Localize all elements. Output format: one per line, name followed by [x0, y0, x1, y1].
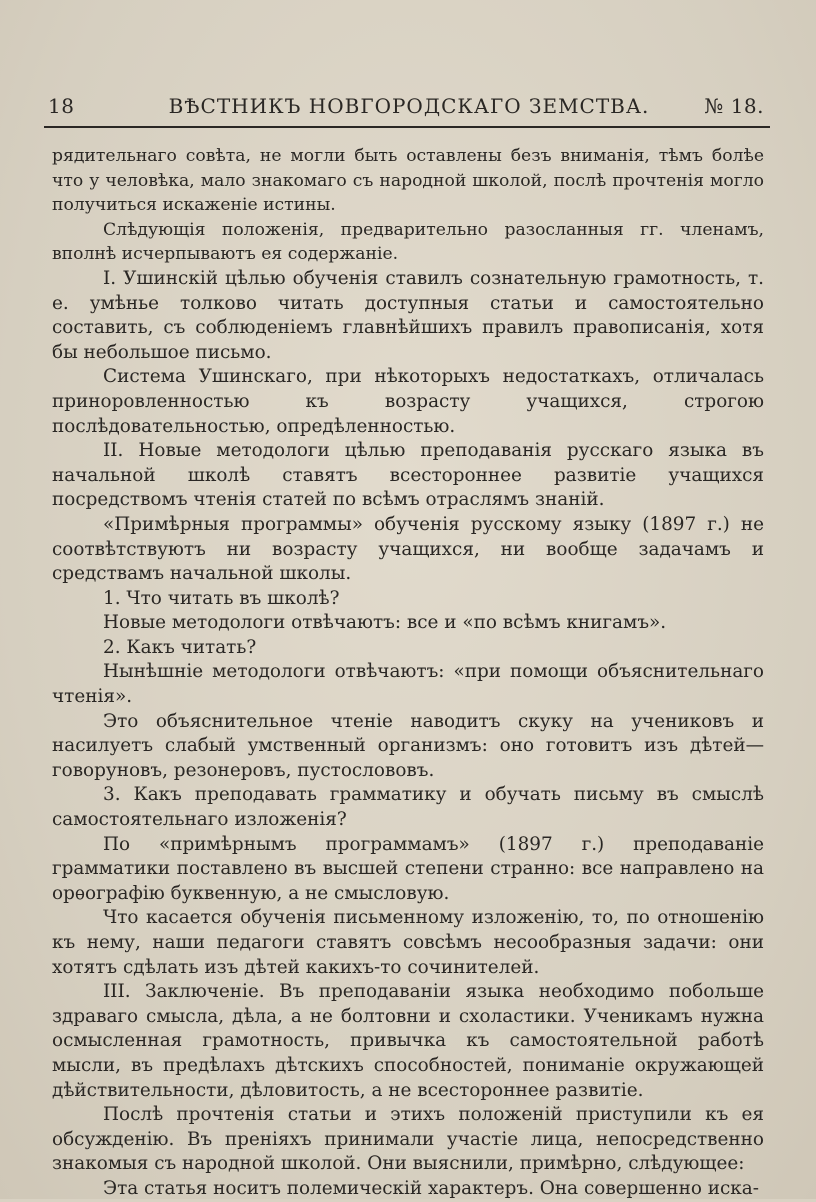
paragraph: III. Заключеніе. Въ преподаваніи языка необходимо побольше здраваго смысла, дѣла, а не болтовни и схоластики. Ученикамъ нужна осмысленная грамотность, привычка къ самостоятельной работѣ мысли, въ предѣлахъ дѣтскихъ способностей, пониманіе окружающей дѣйствительности, дѣловитость, а не всестороннее развитіе.	[52, 981, 764, 1101]
page-number: 18	[48, 94, 75, 118]
paragraph: рядительнаго совѣта, не могли быть оставлены безъ вниманія, тѣмъ болѣе что у человѣка, мало знакомаго съ народной школой, послѣ прочтенія могло получиться искаженіе истины.	[52, 146, 764, 216]
paragraph: Что касается обученія письменному изложенію, то, по отношенію къ нему, наши педагоги ставятъ совсѣмъ несообразныя задачи: они хотятъ сдѣлать изъ дѣтей какихъ-то сочинителей.	[52, 907, 764, 978]
paragraph: 3. Какъ преподавать грамматику и обучать письму въ смыслѣ самостоятельнаго изложенія?	[52, 784, 764, 831]
paragraph: Нынѣшніе методологи отвѣчаютъ: «при помощи объяснительнаго чтенія».	[52, 661, 764, 708]
paragraph: Система Ушинскаго, при нѣкоторыхъ недостаткахъ, отличалась приноровленностью къ возрасту учащихся, строгою послѣдовательностью, опредѣленностью.	[52, 366, 764, 437]
journal-title: ВѢСТНИКЪ НОВГОРОДСКАГО ЗЕМСТВА.	[168, 94, 650, 118]
paragraph: Новые методологи отвѣчаютъ: все и «по всѣмъ книгамъ».	[103, 612, 667, 634]
page-body	[52, 144, 764, 1202]
issue-number: № 18.	[704, 94, 764, 118]
paragraph: Слѣдующія положенія, предварительно разосланныя гг. членамъ, вполнѣ исчерпываютъ ея содержаніе.	[52, 219, 764, 265]
paragraph: По «примѣрнымъ программамъ» (1897 г.) преподаваніе грамматики поставлено въ высшей степени странно: все направлено на орѳографію буквенную, а не смысловую.	[52, 833, 764, 904]
paragraph: 1. Что читать въ школѣ?	[103, 587, 340, 609]
header-rule	[44, 126, 770, 128]
paragraph: 2. Какъ читать?	[103, 636, 257, 658]
paragraph: II. Новые методологи цѣлью преподаванія русскаго языка въ начальной школѣ ставятъ всестороннее развитіе учащихся посредствомъ чтенія статей по всѣмъ отраслямъ знаній.	[52, 440, 764, 511]
paragraph: Это объяснительное чтеніе наводитъ скуку на учениковъ и насилуетъ слабый умственный организмъ: оно готовитъ изъ дѣтей—говоруновъ, резонеровъ, пустослововъ.	[52, 710, 764, 781]
paragraph: Эта статья носитъ полемическій характеръ. Она совершенно иска-	[103, 1177, 759, 1199]
running-header	[48, 94, 770, 124]
paragraph: Послѣ прочтенія статьи и этихъ положеній приступили къ ея обсужденію. Въ преніяхъ принимали участіе лица, непосредственно знакомыя съ народной школой. Они выяснили, примѣрно, слѣдующее:	[52, 1104, 764, 1175]
paragraph: I. Ушинскій цѣлью обученія ставилъ сознательную грамотность, т. е. умѣнье толково читать доступныя статьи и самостоятельно составить, съ соблюденіемъ главнѣйшихъ правилъ правописанія, хотя бы небольшое письмо.	[52, 267, 764, 363]
paragraph: «Примѣрныя программы» обученія русскому языку (1897 г.) не соотвѣтствуютъ ни возрасту учащихся, ни вообще задачамъ и средствамъ начальной школы.	[52, 513, 764, 585]
